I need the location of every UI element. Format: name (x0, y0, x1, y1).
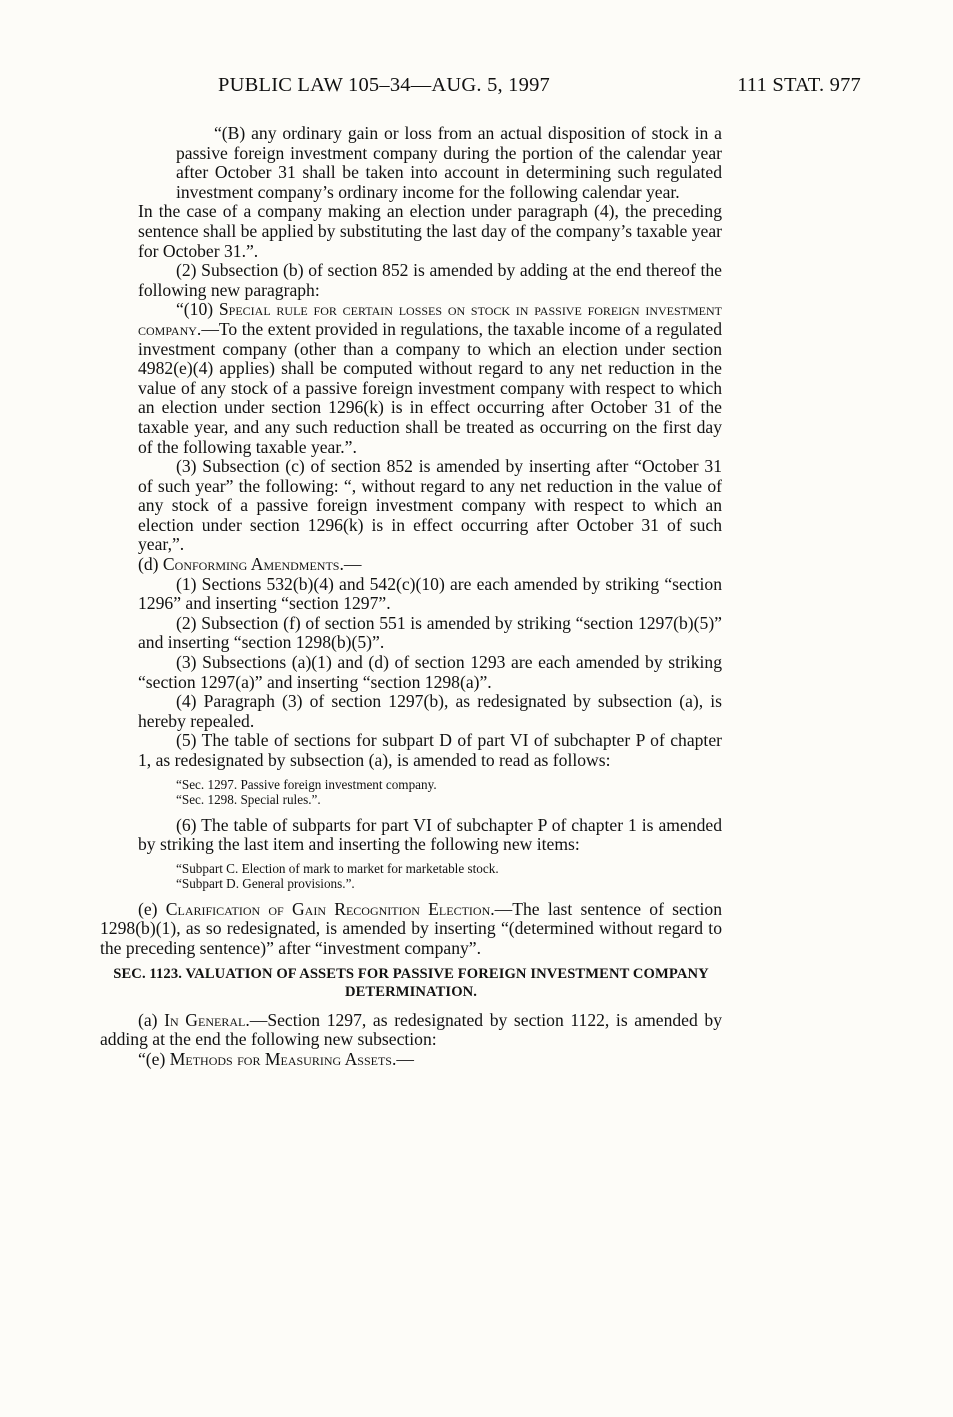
subsection-e-text: —The last sentence of section 1298(b)(1), as so redesignated, is amended by inserting “(determined without regard to the preceding sentence)” after “investment company”. (100, 898, 722, 958)
amendment-6: (6) The table of subparts for part VI of subchapter P of chapter 1 is amended by striking the last item and inserting the following new items: (138, 814, 722, 855)
subsection-e-heading: Clarification of Gain Recognition Election. (165, 898, 495, 919)
subsection-a (100, 1011, 722, 1050)
amendment-5: (5) The table of sections for subpart D of part VI of subchapter P of chapter 1, as redesignated by subsection (a), is amended to read as follows: (138, 730, 722, 770)
paragraph-10 (138, 300, 722, 457)
subsection-d-prefix: (d) (138, 554, 163, 575)
table-of-subparts-item: “Subpart D. General provisions.”. (176, 875, 355, 891)
amendment-1: (1) Sections 532(b)(4) and 542(c)(10) are each amended by striking “section 1296” and inserting “section 1297”. (138, 573, 722, 614)
paragraph-10-heading: “(10) Special rule for certain losses on stock in passive foreign investment company. (138, 299, 722, 339)
subsection-d-dash: — (343, 554, 362, 575)
section-heading: SEC. 1123. VALUATION OF ASSETS FOR PASSIVE FOREIGN INVESTMENT COMPANY DETERMINATION. (113, 965, 709, 1000)
subsection-a-heading: In General. (164, 1009, 250, 1030)
table-of-subparts-item: “Subpart C. Election of mark to market for marketable stock. (176, 860, 499, 876)
subsection-a-prefix: (a) (138, 1009, 165, 1030)
quoted-subsection-e-heading: Methods for Measuring Assets. (169, 1048, 397, 1069)
subsection-d-heading: Conforming Amendments. (162, 554, 344, 575)
subparagraph-b: “(B) any ordinary gain or loss from an actual disposition of stock in a passive foreign investment company during the portion of the calendar year after October 31 shall be taken into account in determining such regulated investment company’s ordinary income for the following calendar year. (176, 123, 722, 202)
quoted-subsection-e-dash: — (396, 1048, 414, 1069)
paragraph-10-text: —To the extent provided in regulations, the taxable income of a regulated investment company (other than a company to which an election under section 4982(e)(4) applies) shall be computed without regard to any net reduction in the value of any stock of a passive foreign investment company with respect to which an election under section 1296(k) is in effect occurring after October 31 of the taxable year, and any such reduction shall be treated as occurring on the first day of the following taxable year.”. (138, 318, 722, 457)
paragraph-3: (3) Subsection (c) of section 852 is amended by inserting after “October 31 of such year” the following: “, without regard to any net reduction in the value of any stock of a passive foreign investment company with respect to which an election under section 1296(k) is in effect occurring after October 31 of such year,”. (138, 456, 722, 555)
amendment-4: (4) Paragraph (3) of section 1297(b), as redesignated by subsection (a), is hereby repealed. (138, 691, 722, 731)
table-of-sections-item: “Sec. 1297. Passive foreign investment company. (176, 776, 437, 792)
paragraph-2: (2) Subsection (b) of section 852 is amended by adding at the end thereof the following new paragraph: (138, 260, 722, 300)
header-title: PUBLIC LAW 105–34—AUG. 5, 1997 (218, 74, 550, 96)
amendment-3: (3) Subsections (a)(1) and (d) of section 1293 are each amended by striking “section 1297(a)” and inserting “section 1298(a)”. (138, 652, 722, 692)
document-body (100, 123, 722, 1069)
table-of-subparts (176, 861, 722, 891)
subsection-d (138, 555, 722, 575)
header-stat-page: 111 STAT. 977 (737, 74, 861, 96)
table-of-sections-item: “Sec. 1298. Special rules.”. (176, 791, 321, 807)
amendment-2: (2) Subsection (f) of section 551 is amended by striking “section 1297(b)(5)” and inserting “section 1298(b)(5)”. (138, 612, 722, 653)
table-of-sections (176, 777, 722, 807)
flush-paragraph: In the case of a company making an election under paragraph (4), the preceding sentence shall be applied by substituting the last day of the company’s taxable year for October 31.”. (138, 201, 722, 261)
subsection-e-prefix: (e) (138, 898, 166, 919)
quoted-subsection-e-prefix: “(e) (138, 1048, 170, 1069)
quoted-subsection-e (138, 1050, 722, 1070)
subsection-e (100, 900, 722, 959)
subsection-a-text: —Section 1297, as redesignated by section 1122, is amended by adding at the end the following new subsection: (100, 1009, 722, 1050)
